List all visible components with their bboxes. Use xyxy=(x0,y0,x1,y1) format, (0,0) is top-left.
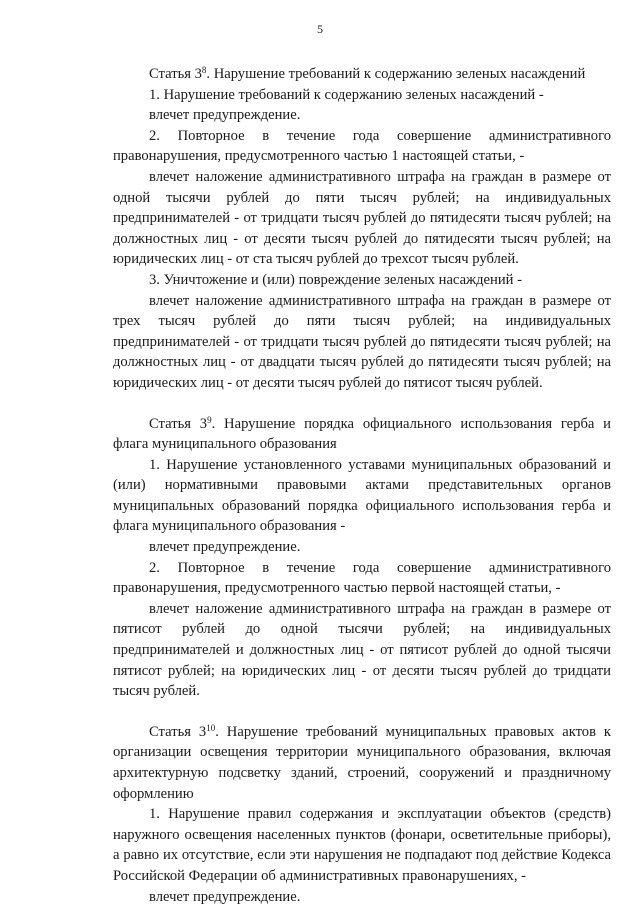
article-heading xyxy=(113,64,611,85)
article-3-10 xyxy=(113,722,611,907)
article-paragraph: 3. Уничтожение и (или) повреждение зеленых насаждений - xyxy=(149,271,522,288)
article-superscript: 10 xyxy=(206,722,216,733)
section-spacer xyxy=(113,702,611,722)
article-number: Статья 3 xyxy=(149,66,202,82)
article-3-8 xyxy=(113,64,611,394)
article-title: . Нарушение требований к содержанию зеленых насаждений xyxy=(206,66,586,82)
article-paragraph: влечет наложение административного штрафа на граждан в размере от пятисот рублей до одной тысячи рублей; на индивидуальных предпринимателей и должностных лиц - от пятисот рублей до одной тысячи пятисот рублей; на юридических лиц - от десяти тысяч рублей до тридцати тысяч рублей. xyxy=(113,600,611,700)
page-number: 5 xyxy=(317,22,323,36)
article-heading xyxy=(113,414,611,455)
section-spacer xyxy=(113,394,611,414)
article-superscript: 8 xyxy=(201,65,207,75)
article-paragraph: влечет предупреждение. xyxy=(149,107,301,124)
article-superscript: 9 xyxy=(207,414,212,425)
article-title: . Нарушение требований муниципальных правовых актов к организации освещения территории муниципального образования, включая архитектурную подсветку зданий, строений, сооружений и праздничному оформлению xyxy=(113,723,612,802)
article-paragraph: 1. Нарушение правил содержания и эксплуатации объектов (средств) наружного освещения населенных пунктов (фонари, осветительные приборы), а равно их отсутствие, если эти нарушения не подпадают под действие Кодекса Российской Федерации об административных правонарушениях, - xyxy=(113,806,611,884)
article-paragraph: 2. Повторное в течение года совершение административного правонарушения, предусмотренного частью 1 настоящей статьи, - xyxy=(113,127,611,165)
article-number: Статья 3 xyxy=(149,723,207,740)
article-3-9 xyxy=(113,414,611,702)
article-heading xyxy=(113,722,611,804)
article-paragraph: 2. Повторное в течение года совершение административного правонарушения, предусмотренного частью первой настоящей статьи, - xyxy=(113,559,611,597)
document-body xyxy=(113,64,611,907)
article-paragraph: влечет предупреждение. xyxy=(149,539,301,556)
article-paragraph: 1. Нарушение установленного уставами муниципальных образований и (или) нормативными правовыми актами представительных органов муниципальных образований порядка официального использования герба и флага муниципального образования - xyxy=(113,456,611,535)
article-paragraph: влечет наложение административного штрафа на граждан в размере от одной тысячи рублей до пяти тысяч рублей; на индивидуальных предпринимателей - от тридцати тысяч рублей до пятидесяти тысяч рублей; на должностных лиц - от десяти тысяч рублей до пятидесяти тысяч рублей; на юридических лиц - от ста тысяч рублей до трехсот тысяч рублей. xyxy=(113,168,611,268)
article-paragraph: влечет наложение административного штрафа на граждан в размере от трех тысяч рублей до пяти тысяч рублей; на индивидуальных предпринимателей - от тридцати тысяч рублей до пятидесяти тысяч рублей; на должностных лиц - от двадцати тысяч рублей до пятидесяти тысяч рублей; на юридических лиц - от десяти тысяч рублей до пятисот тысяч рублей. xyxy=(113,292,611,391)
article-title: . Нарушение порядка официального использования герба и флага муниципального образования xyxy=(113,415,611,453)
article-paragraph: 1. Нарушение требований к содержанию зеленых насаждений - xyxy=(149,86,544,103)
article-number: Статья 3 xyxy=(149,415,208,432)
article-paragraph: влечет предупреждение. xyxy=(149,888,301,905)
